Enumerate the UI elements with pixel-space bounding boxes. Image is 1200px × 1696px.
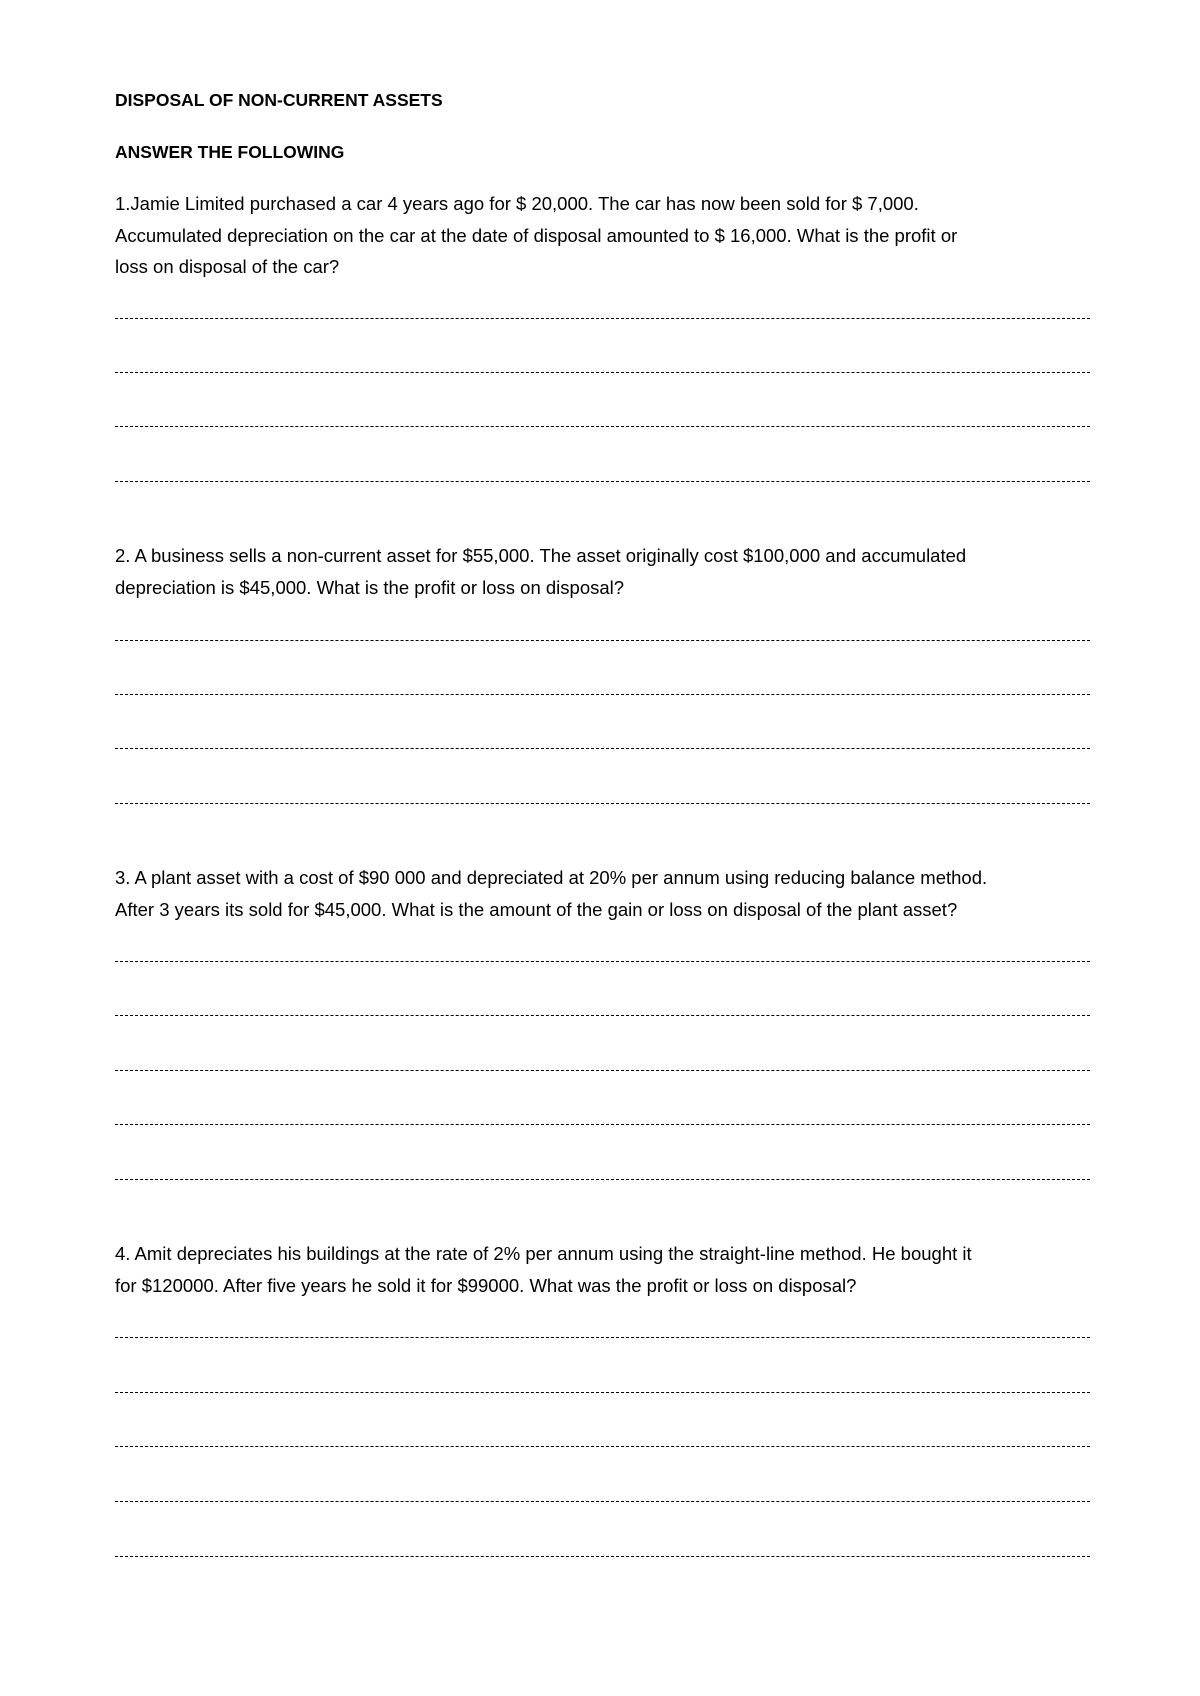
answer-line	[115, 1015, 1090, 1016]
answer-line	[115, 1337, 1090, 1338]
answer-line	[115, 1124, 1090, 1125]
answer-line	[115, 961, 1090, 962]
page-title: DISPOSAL OF NON-CURRENT ASSETS	[115, 90, 443, 110]
answer-line	[115, 1446, 1090, 1447]
answer-line	[115, 748, 1090, 749]
question-4-line-2: for $120000. After five years he sold it for $99000. What was the profit or loss on disposal?	[115, 1274, 857, 1296]
question-1-line-2: Accumulated depreciation on the car at the date of disposal amounted to $ 16,000. What is the profit or	[115, 224, 958, 246]
question-2	[115, 540, 1095, 603]
answer-line	[115, 803, 1090, 804]
answer-line	[115, 640, 1090, 641]
question-2-line-2: depreciation is $45,000. What is the profit or loss on disposal?	[115, 576, 625, 598]
answer-line	[115, 372, 1090, 373]
question-1	[115, 188, 1095, 283]
question-3	[115, 862, 1095, 925]
answer-line	[115, 1070, 1090, 1071]
question-3-line-2: After 3 years its sold for $45,000. What is the amount of the gain or loss on disposal of the plant asset?	[115, 898, 958, 920]
question-4	[115, 1238, 1095, 1301]
answer-line	[115, 1556, 1090, 1557]
question-3-line-1: 3. A plant asset with a cost of $90 000 and depreciated at 20% per annum using reducing balance method.	[115, 867, 988, 888]
question-4-line-1: 4. Amit depreciates his buildings at the rate of 2% per annum using the straight-line method. He bought it	[115, 1243, 972, 1264]
page-subtitle: ANSWER THE FOLLOWING	[115, 142, 345, 162]
answer-line	[115, 318, 1090, 319]
answer-line	[115, 1179, 1090, 1180]
question-2-line-1: 2. A business sells a non-current asset for $55,000. The asset originally cost $100,000 and accumulated	[115, 545, 967, 566]
answer-line	[115, 426, 1090, 427]
answer-line	[115, 694, 1090, 695]
answer-line	[115, 1392, 1090, 1393]
answer-line	[115, 1501, 1090, 1502]
question-1-line-3: loss on disposal of the car?	[115, 256, 340, 277]
answer-line	[115, 481, 1090, 482]
question-1-line-1: 1.Jamie Limited purchased a car 4 years ago for $ 20,000. The car has now been sold for $ 7,000.	[115, 193, 919, 214]
